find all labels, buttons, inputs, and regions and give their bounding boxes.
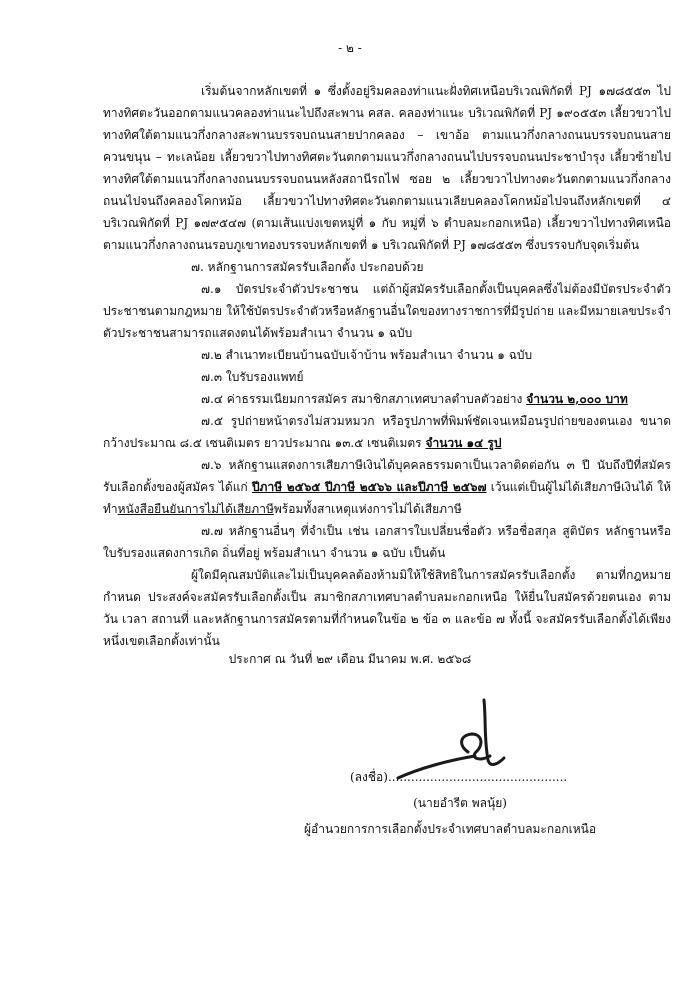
item-7-6-text-3: พร้อมทั้งสาเหตุแห่งการไม่ได้เสียภาษี [273,502,462,516]
item-7-3: ๗.๓ ใบรับรองแพทย์ [201,370,304,384]
announcement-date: ประกาศ ณ วันที่ ๒๙ เดือน มีนาคม พ.ศ. ๒๕๖๘ [228,652,472,666]
item-7-6-tax-years: ปีภาษี ๒๕๖๕ ปีภาษี ๒๕๖๖ และปีภาษี ๒๕๖๗ [251,480,487,494]
item-7-4-text: ๗.๔ ค่าธรรมเนียมการสมัคร สมาชิกสภาเทศบาลตำบลตัวอย่าง [201,392,527,406]
item-7-6-text-1: ๗.๖ หลักฐานแสดงการเสียภาษีเงินได้บุคคลธรรมดาเป็นเวลาติดต่อกัน ๓ ปี นับถึงปีที่สมัครรับเลือกตั้งของผู้สมัคร ได้แก่ [103,458,671,494]
item-7-5-count: จำนวน ๑๔ รูป [425,436,502,450]
closing-paragraph: ผู้ใดมีคุณสมบัติและไม่เป็นบุคคลต้องห้ามมิให้ใช้สิทธิในการสมัครรับเลือกตั้ง ตามที่กฎหมายกำหนด ประสงค์จะสมัครรับเลือกตั้งเป็น สมาชิกสภาเทศบาลตำบลมะกอกเหนือ ให้ยื่นใบสมัครด้วยตนเอง ตามวัน เวลา สถานที่ และหลักฐานการสมัครตามที่กำหนดในข้อ ๒ ข้อ ๓ และข้อ ๗ ทั้งนี้ จะสมัครรับเลือกตั้งได้เพียงหนึ่งเขตเลือกตั้งเท่านั้น [103,568,671,648]
item-7-5-text: ๗.๕ รูปถ่ายหน้าตรงไม่สวมหมวก หรือรูปภาพที่พิมพ์ชัดเจนเหมือนรูปถ่ายของตนเอง ขนาดกว้างประมาณ ๘.๕ เซนติเมตร ยาวประมาณ ๑๓.๕ เซนติเมตร [103,414,671,450]
document-body [103,80,671,652]
section-7-heading: ๗. หลักฐานการสมัครรับเลือกตั้ง ประกอบด้วย [191,260,424,274]
item-7-6-underlined: หนังสือยืนยันการไม่ได้เสียภาษี [117,502,274,516]
item-7-7: ๗.๗ หลักฐานอื่นๆ ที่จำเป็น เช่น เอกสารใบเปลี่ยนชื่อตัว หรือชื่อสกุล สูติบัตร หลักฐานหรือใบรับรองแสดงการเกิด ถิ่นที่อยู่ พร้อมสำเนา จำนวน ๑ ฉบับ เป็นต้น [103,524,671,560]
item-7-4-fee: จำนวน ๒,๐๐๐ บาท [526,392,628,406]
signature-dots: ............................................... [387,770,568,784]
item-7-4 [103,388,671,410]
signatory-name: (นายอำรีต พลนุ้ย) [413,796,507,810]
sign-label: (ลงชื่อ) [350,770,388,784]
item-7-2: ๗.๒ สำเนาทะเบียนบ้านฉบับเจ้าบ้าน พร้อมสำเนา จำนวน ๑ ฉบับ [201,348,533,362]
item-7-1: ๗.๑ บัตรประจำตัวประชาชน แต่ถ้าผู้สมัครรับเลือกตั้งเป็นบุคคลซึ่งไม่ต้องมีบัตรประจำตัวประชาชนตามกฎหมาย ให้ใช้บัตรประจำตัวหรือหลักฐานอื่นใดของทางราชการที่มีรูปถ่าย และมีหมายเลขประจำตัวประชาชนสามารถแสดงตนได้พร้อมสำเนา จำนวน ๑ ฉบับ [103,282,671,340]
signatory-position: ผู้อำนวยการการเลือกตั้งประจำเทศบาลตำบลมะกอกเหนือ [303,822,597,836]
boundary-paragraph: เริ่มต้นจากหลักเขตที่ ๑ ซึ่งตั้งอยู่ริมคลองท่าแนะฝั่งทิศเหนือบริเวณพิกัดที่ PJ ๑๗๘๕๕๓ ไปทางทิศตะวันออกตามแนวคลองท่าแนะไปถึงสะพาน คสล. คลองท่าแนะ บริเวณพิกัดที่ PJ ๑๙๐๕๕๓ เลี้ยวขวาไปทางทิศใต้ตามแนวกึ่งกลางสะพานบรรจบถนนสายปากคลอง – เขาอ้อ ตามแนวกึ่งกลางถนนบรรจบถนนสายควนขนุน – ทะเลน้อย เลี้ยวขวาไปทางทิศตะวันตกตามแนวกึ่งกลางถนนไปบรรจบถนนประชาบำรุง เลี้ยวซ้ายไปทางทิศใต้ตามแนวกึ่งกลางถนนบรรจบถนนหลังสถานีรถไฟ ซอย ๒ เลี้ยวขวาไปทางตะวันตกตามแนวกึ่งกลางถนนไปจนถึงคลองโคกหม้อ เลี้ยวขวาไปทางทิศตะวันตกตามแนวเลียบคลองโคกหม้อไปจนถึงหลักเขตที่ ๔ บริเวณพิกัดที่ PJ ๑๗๙๕๔๗ (ตามเส้นแบ่งเขตหมู่ที่ ๑ กับ หมู่ที่ ๖ ตำบลมะกอกเหนือ) เลี้ยวขวาไปทางทิศเหนือ ตามแนวกึ่งกลางถนนรอบภูเขาทองบรรจบหลักเขตที่ ๑ บริเวณพิกัดที่ PJ ๑๗๘๕๕๓ ซึ่งบรรจบกับจุดเริ่มต้น [103,84,671,252]
signature-line [350,766,650,788]
item-7-5 [103,410,671,454]
item-7-6 [103,454,671,520]
page-number: - ๒ - [338,41,362,55]
item-7-6-text-2: เว้นแต่เป็นผู้ไม่ได้เสียภาษีเงินได้ ให้ทำ [103,480,672,516]
